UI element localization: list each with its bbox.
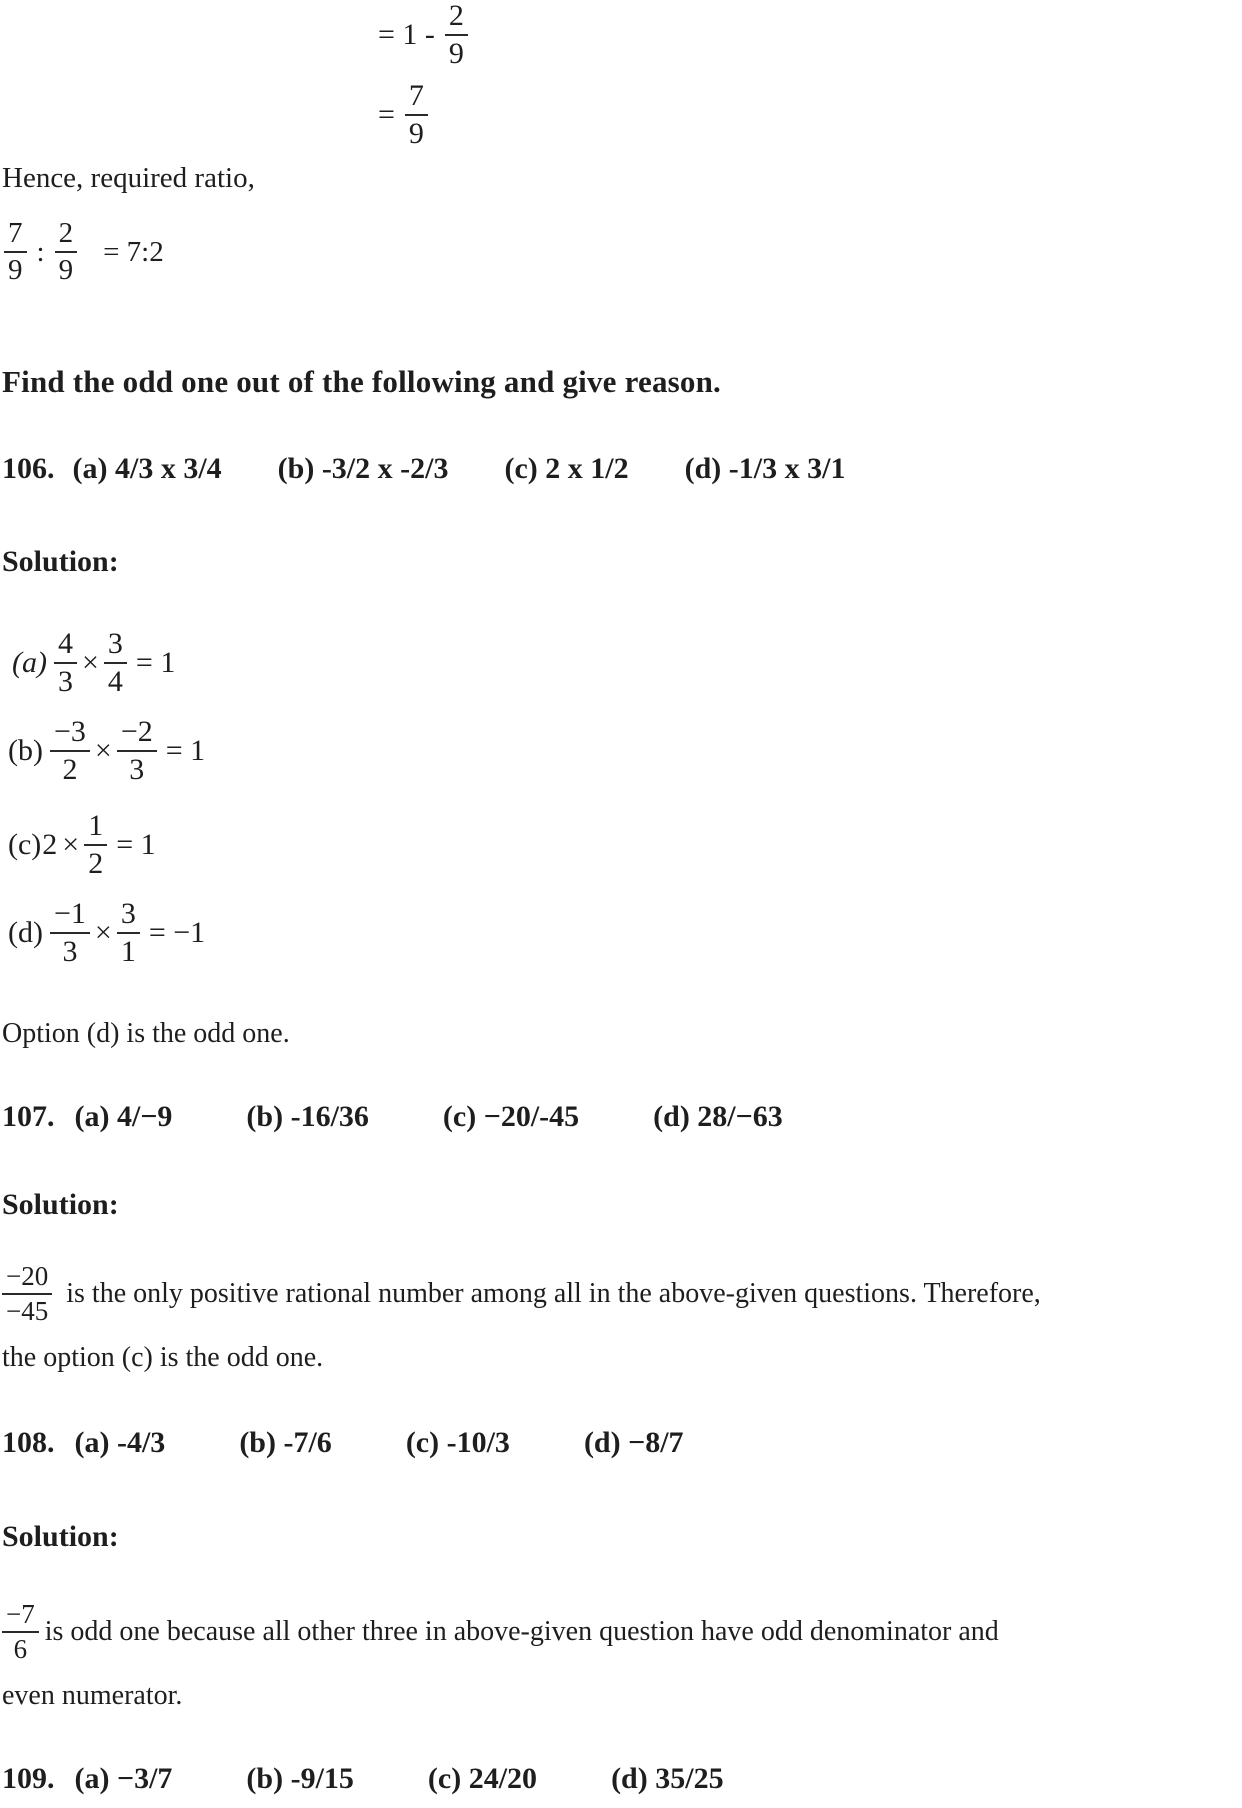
fraction-3-4 bbox=[104, 628, 127, 699]
question-109-number: 109. bbox=[2, 1762, 55, 1795]
section-heading: Find the odd one out of the following and give reason. bbox=[2, 364, 722, 399]
question-107-option-b: (b) -16/36 bbox=[246, 1100, 369, 1133]
fraction-3-1 bbox=[117, 898, 140, 969]
fraction-denominator: 9 bbox=[8, 254, 23, 287]
fraction-numerator: 7 bbox=[405, 80, 428, 116]
question-108-option-c: (c) -10/3 bbox=[405, 1426, 510, 1459]
equation-b-label: (b) bbox=[8, 734, 43, 768]
solution-107-line-2: the option (c) is the odd one. bbox=[2, 1342, 324, 1374]
equation-d-label: (d) bbox=[8, 916, 43, 950]
fraction-numerator: 7 bbox=[4, 218, 27, 253]
fraction-denominator: 6 bbox=[13, 1634, 28, 1665]
fraction-neg2-3 bbox=[117, 716, 157, 787]
question-108-option-b: (b) -7/6 bbox=[239, 1426, 332, 1459]
equation-c-result: = 1 bbox=[116, 828, 156, 862]
fraction-neg20-neg45 bbox=[2, 1262, 52, 1326]
question-108-option-a: (a) -4/3 bbox=[74, 1426, 166, 1459]
fraction-4-3 bbox=[54, 628, 77, 699]
question-109 bbox=[2, 1762, 724, 1796]
fraction-neg3-2 bbox=[50, 716, 90, 787]
equation-b-result: = 1 bbox=[165, 734, 206, 768]
solution-108-line-1 bbox=[2, 1600, 1242, 1664]
question-106-option-d: (d) -1/3 x 3/1 bbox=[684, 452, 846, 485]
question-107 bbox=[2, 1100, 783, 1134]
fraction-numerator: 2 bbox=[445, 0, 468, 36]
question-108-option-d: (d) −8/7 bbox=[583, 1426, 684, 1459]
solution-label-107: Solution: bbox=[2, 1188, 119, 1221]
question-109-option-d: (d) 35/25 bbox=[611, 1762, 724, 1795]
equation-d-result: = −1 bbox=[148, 916, 206, 950]
solution-label-106: Solution: bbox=[2, 545, 119, 578]
multiply-sign: × bbox=[94, 916, 112, 950]
fraction-numerator: −20 bbox=[2, 1262, 52, 1295]
fraction-denominator: 1 bbox=[120, 935, 136, 969]
fraction-numerator: 3 bbox=[117, 898, 140, 934]
fraction-denominator: 2 bbox=[62, 753, 78, 787]
solution-107-line-1 bbox=[2, 1262, 1242, 1326]
fraction-denominator: 3 bbox=[129, 753, 145, 787]
solution-label-108: Solution: bbox=[2, 1520, 119, 1553]
fraction-2-9 bbox=[445, 0, 468, 71]
fraction-neg1-3 bbox=[50, 898, 90, 969]
solution-108-paragraph bbox=[2, 1600, 1242, 1712]
solution-108-line-2: even numerator. bbox=[2, 1680, 183, 1712]
equation-c-label: (c) bbox=[8, 828, 42, 862]
derivation-line-1 bbox=[378, 0, 468, 71]
multiply-sign: × bbox=[81, 646, 99, 680]
fraction-numerator: 1 bbox=[84, 810, 107, 846]
fraction-denominator: 2 bbox=[88, 847, 104, 881]
ratio-equation bbox=[4, 218, 164, 287]
fraction-numerator: −3 bbox=[50, 716, 90, 752]
hence-text: Hence, required ratio, bbox=[2, 162, 255, 194]
multiply-sign: × bbox=[62, 828, 80, 862]
solution-107-paragraph bbox=[2, 1262, 1242, 1374]
fraction-1-2 bbox=[84, 810, 107, 881]
question-108 bbox=[2, 1426, 684, 1460]
fraction-2-9 bbox=[55, 218, 78, 287]
fraction-denominator: 9 bbox=[58, 254, 74, 287]
solution-108-text: is odd one because all other three in above-given question have odd denominator and bbox=[44, 1616, 999, 1648]
question-109-option-a: (a) −3/7 bbox=[74, 1762, 173, 1795]
fraction-denominator: 9 bbox=[408, 117, 424, 151]
question-107-option-c: (c) −20/-45 bbox=[442, 1100, 580, 1133]
fraction-neg7-6 bbox=[2, 1600, 39, 1664]
fraction-numerator: −2 bbox=[117, 716, 157, 752]
solution-106-equation-b bbox=[8, 716, 205, 787]
fraction-7-9 bbox=[405, 80, 428, 151]
question-106 bbox=[2, 452, 845, 486]
question-106-option-c: (c) 2 x 1/2 bbox=[504, 452, 629, 485]
equation-a-result: = 1 bbox=[135, 646, 176, 680]
fraction-numerator: −7 bbox=[2, 1600, 39, 1633]
solution-106-equation-a bbox=[12, 628, 175, 699]
fraction-denominator: −45 bbox=[6, 1296, 49, 1327]
ratio-result: = 7:2 bbox=[103, 235, 164, 268]
solution-106-conclusion: Option (d) is the odd one. bbox=[2, 1018, 290, 1049]
equation-a-label: (a) bbox=[12, 646, 47, 680]
fraction-numerator: 2 bbox=[55, 218, 78, 253]
fraction-denominator: 3 bbox=[57, 665, 73, 699]
fraction-denominator: 3 bbox=[62, 935, 78, 969]
question-106-option-b: (b) -3/2 x -2/3 bbox=[277, 452, 449, 485]
derivation-line-1-lhs: = 1 - bbox=[378, 18, 435, 52]
solution-107-text: is the only positive rational number among all in the above-given questions. Therefore, bbox=[66, 1278, 1041, 1310]
equation-c-term: 2 bbox=[42, 828, 58, 862]
multiply-sign: × bbox=[94, 734, 112, 768]
question-106-option-a: (a) 4/3 x 3/4 bbox=[72, 452, 222, 485]
derivation-line-2-lhs: = bbox=[378, 98, 395, 132]
fraction-numerator: 4 bbox=[54, 628, 77, 664]
ratio-colon: : bbox=[36, 235, 45, 268]
solution-106-equation-d bbox=[8, 898, 205, 969]
solution-106-equation-c bbox=[8, 810, 156, 881]
question-109-option-b: (b) -9/15 bbox=[246, 1762, 354, 1795]
question-107-option-a: (a) 4/−9 bbox=[74, 1100, 173, 1133]
question-107-number: 107. bbox=[2, 1100, 55, 1133]
fraction-numerator: 3 bbox=[104, 628, 127, 664]
fraction-7-9 bbox=[4, 218, 27, 287]
fraction-numerator: −1 bbox=[50, 898, 90, 934]
question-106-number: 106. bbox=[2, 452, 55, 485]
fraction-denominator: 4 bbox=[107, 665, 123, 699]
derivation-line-2 bbox=[378, 80, 428, 151]
question-108-number: 108. bbox=[2, 1426, 55, 1459]
question-107-option-d: (d) 28/−63 bbox=[653, 1100, 783, 1133]
fraction-denominator: 9 bbox=[448, 37, 464, 71]
question-109-option-c: (c) 24/20 bbox=[427, 1762, 538, 1795]
